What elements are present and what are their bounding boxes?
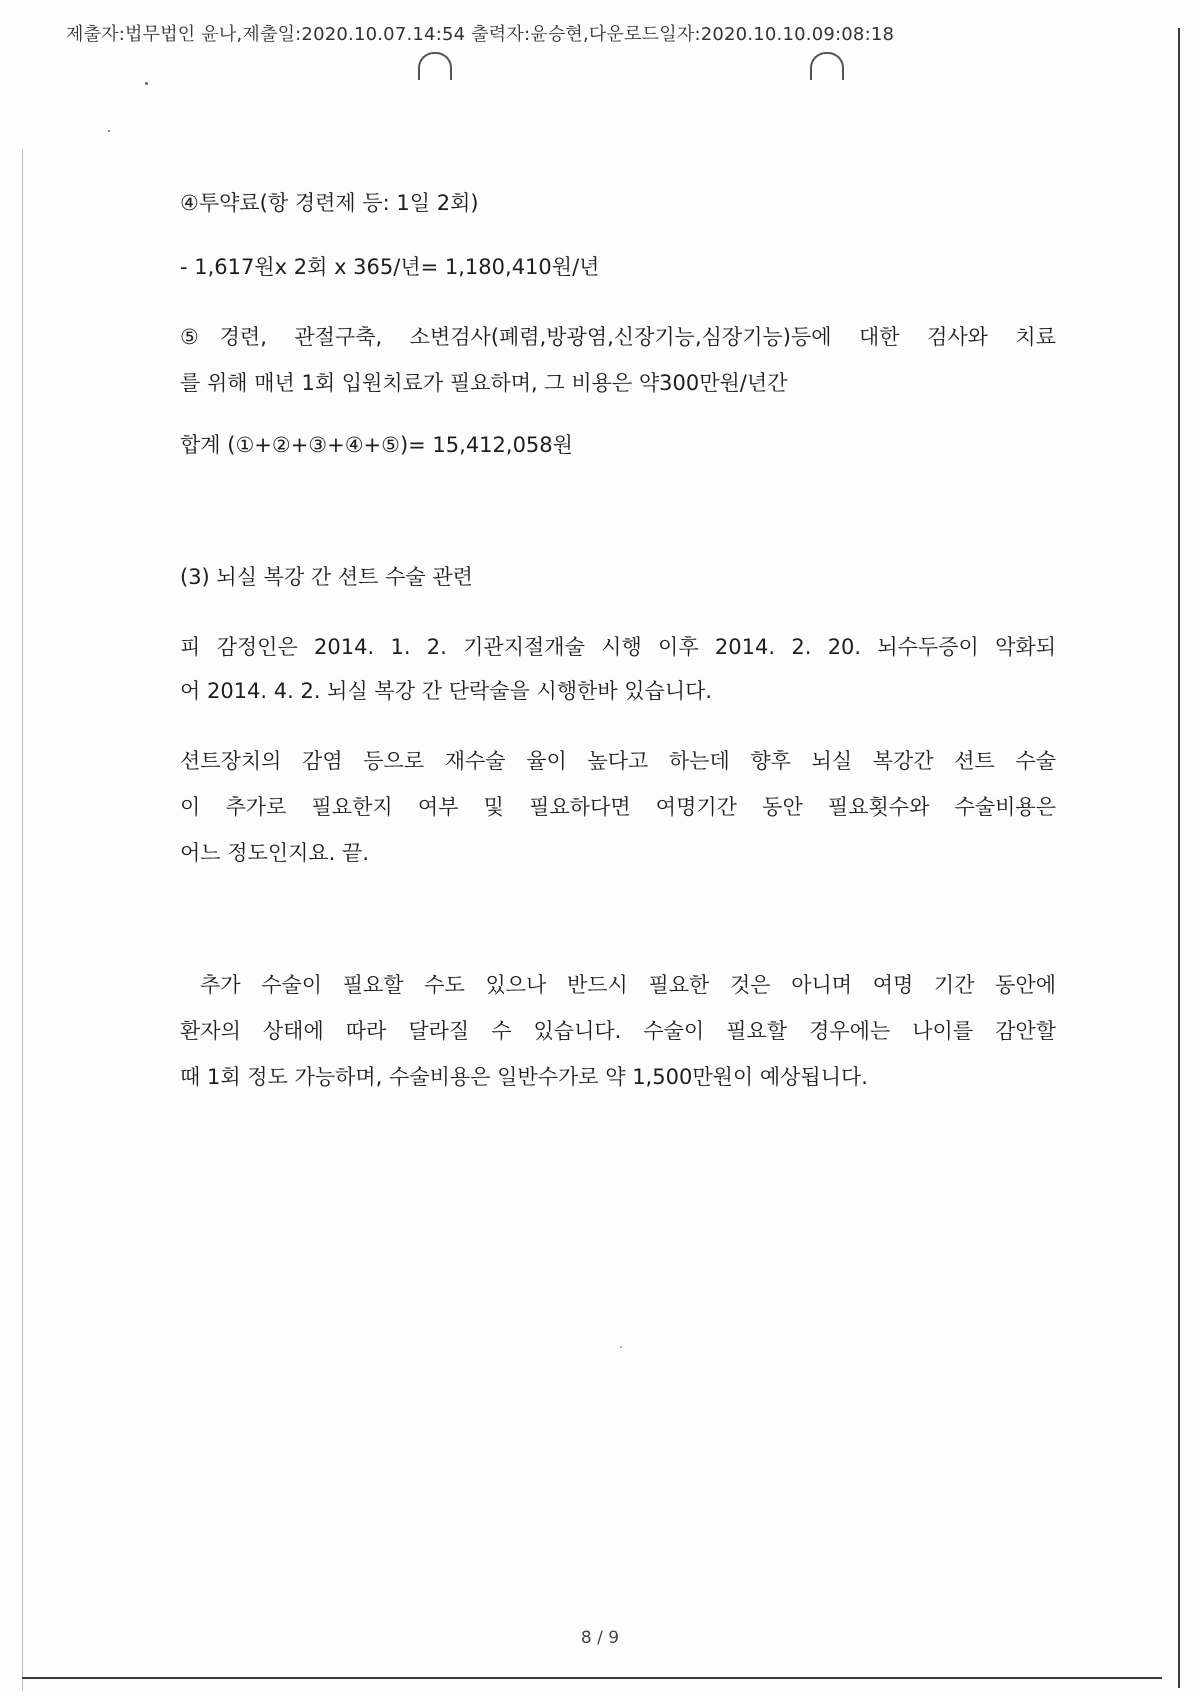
answer-line-1: 추가 수술이 필요할 수도 있으나 반드시 필요한 것은 아니며 여명 기간 동안에 bbox=[200, 973, 1056, 997]
cost-total: 합계 (①+②+③+④+⑤)= 15,412,058원 bbox=[180, 433, 573, 457]
answer-line-2: 환자의 상태에 따라 달라질 수 있습니다. 수술이 필요할 경우에는 나이를 감안할 bbox=[180, 1019, 1056, 1043]
section-3-para2-line-3: 어느 정도인지요. 끝. bbox=[180, 841, 369, 865]
section-3-para1-line-1: 피 감정인은 2014. 1. 2. 기관지절개술 시행 이후 2014. 2. 20. 뇌수두증이 악화되 bbox=[180, 635, 1056, 659]
page-border-left bbox=[22, 150, 23, 1690]
scan-speck bbox=[145, 82, 148, 85]
item4-title: ④투약료(항 경련제 등: 1일 2회) bbox=[180, 191, 479, 215]
scan-speck bbox=[108, 130, 110, 132]
scan-speck bbox=[620, 1346, 622, 1348]
item4-calculation: - 1,617원x 2회 x 365/년= 1,180,410원/년 bbox=[180, 255, 600, 279]
section-3-para2-line-1: 션트장치의 감염 등으로 재수술 율이 높다고 하는데 향후 뇌실 복강간 션트 수술 bbox=[180, 749, 1056, 773]
answer-line-3: 때 1회 정도 가능하며, 수술비용은 일반수가로 약 1,500만원이 예상됩니다. bbox=[180, 1065, 868, 1089]
item5-line-1: ⑤경련, 관절구축, 소변검사(폐렴,방광염,신장기능,심장기능)등에 대한 검사와 치료 bbox=[180, 325, 1056, 349]
binder-hole-right bbox=[810, 52, 844, 80]
submission-stamp-header: 제출자:법무법인 윤나,제출일:2020.10.07.14:54 출력자:윤승현,다운로드일자:2020.10.10.09:08:18 bbox=[66, 24, 895, 45]
section-3-para2-line-2: 이 추가로 필요한지 여부 및 필요하다면 여명기간 동안 필요횟수와 수술비용은 bbox=[180, 795, 1056, 819]
page-border-bottom bbox=[22, 1677, 1162, 1679]
page-number: 8 / 9 bbox=[580, 1628, 620, 1648]
page-border-right bbox=[1178, 28, 1180, 1688]
item5-line-2: 를 위해 매년 1회 입원치료가 필요하며, 그 비용은 약300만원/년간 bbox=[180, 371, 788, 395]
section-3-para1-line-2: 어 2014. 4. 2. 뇌실 복강 간 단락술을 시행한바 있습니다. bbox=[180, 679, 713, 703]
binder-hole-left bbox=[418, 52, 452, 80]
section-3-heading: (3) 뇌실 복강 간 션트 수술 관련 bbox=[180, 565, 473, 589]
